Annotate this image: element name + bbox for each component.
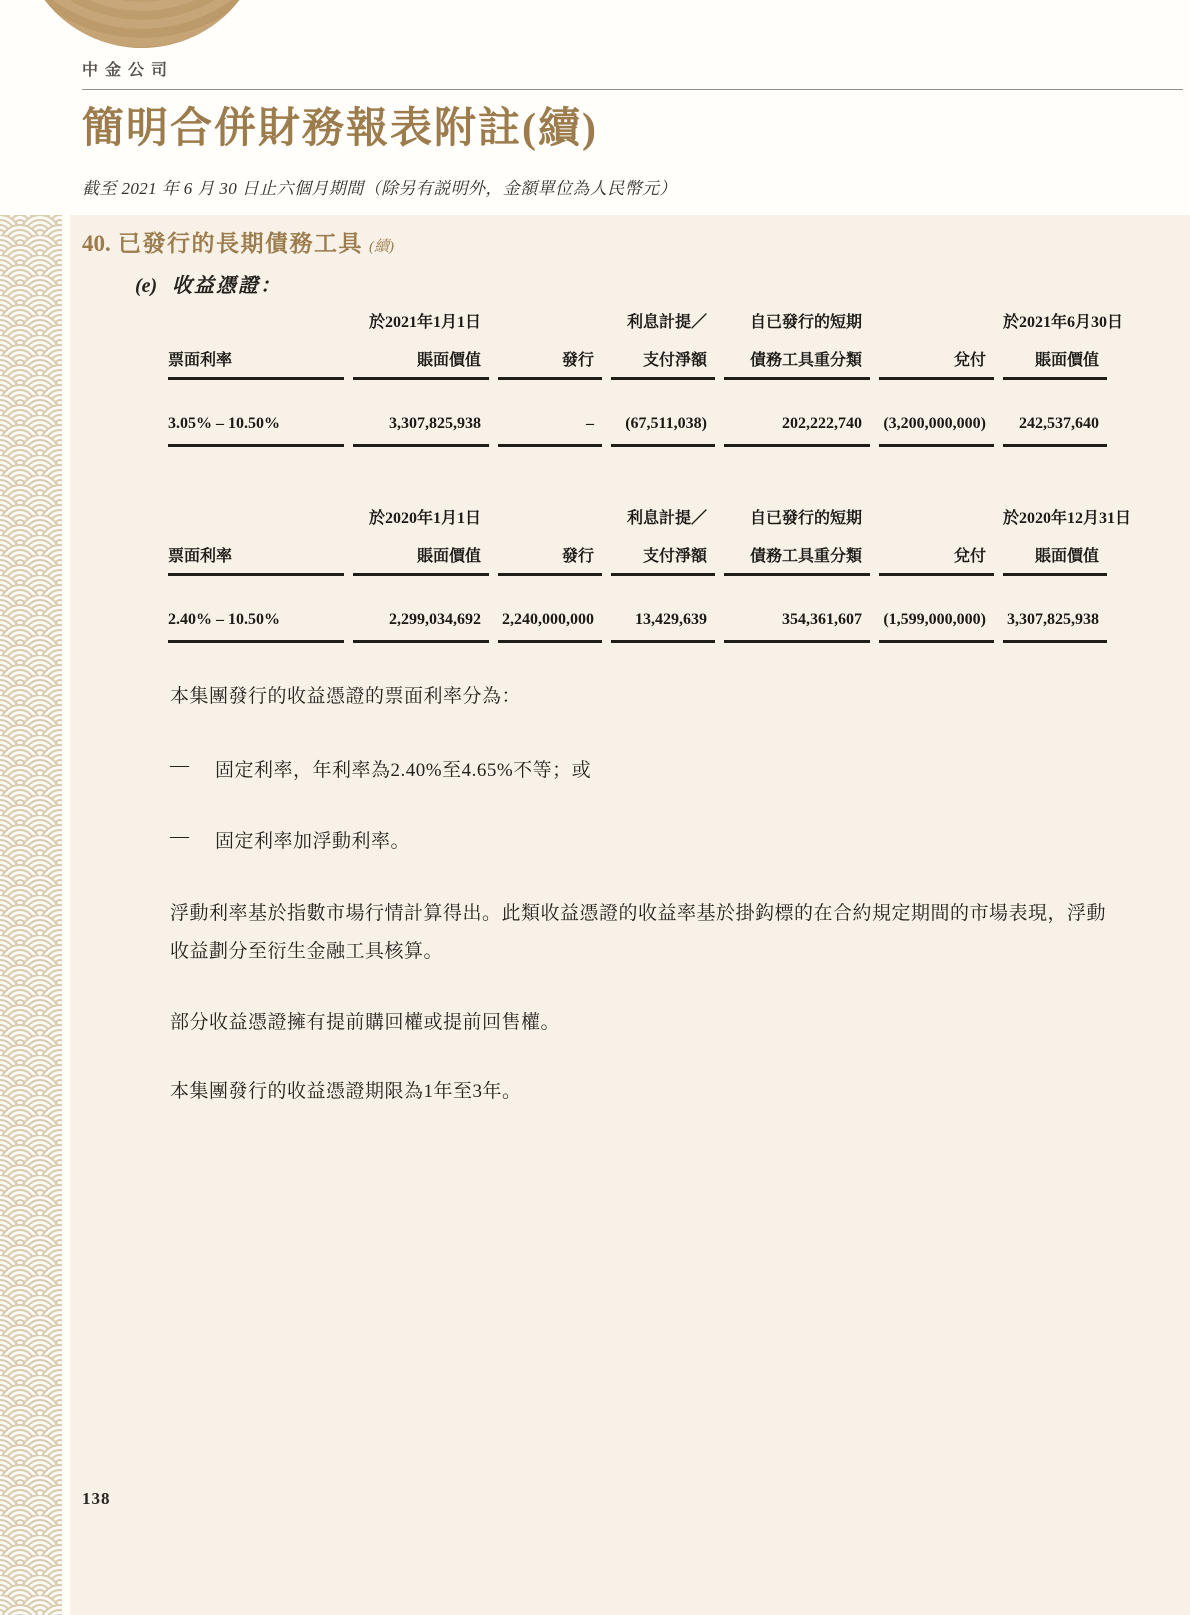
section-title: 已發行的長期債務工具 — [118, 231, 363, 256]
table-header-cell: 支付淨額 — [611, 533, 715, 576]
table-cell: (1,599,000,000) — [879, 576, 994, 643]
table-cell: 3,307,825,938 — [1003, 576, 1107, 643]
table-header-cell: 利息計提／ — [626, 510, 707, 527]
table-header-cell: 賬面價值 — [1003, 337, 1107, 380]
table-cell: 2,299,034,692 — [353, 576, 489, 643]
paragraph-line: 浮動利率基於指數市場行情計算得出。此類收益憑證的收益率基於掛鈎標的在合約規定期間的市場表現，浮動 — [170, 902, 1107, 924]
table-header-cell — [498, 297, 602, 337]
table-header-row — [168, 337, 1107, 380]
subsection-heading — [135, 269, 1190, 297]
table-header-cell: 兌付 — [879, 533, 994, 576]
table-header-cell: 賬面價值 — [1003, 533, 1107, 576]
table-header-cell: 於2020年12月31日 — [1003, 510, 1132, 527]
page-title: 簡明合併財務報表附註(續) — [82, 106, 598, 152]
table-header-cell: 於2021年1月1日 — [368, 314, 481, 331]
section-number: 40. — [82, 231, 111, 256]
table-header-cell: 自已發行的短期 — [749, 314, 862, 331]
paragraph-line: 收益劃分至衍生金融工具核算。 — [170, 940, 444, 962]
section-continued-label: (續) — [369, 239, 394, 255]
cicc-logo-icon — [19, 0, 265, 48]
table-header-cell: 於2020年1月1日 — [368, 510, 481, 527]
table-cell: 242,537,640 — [1003, 380, 1107, 447]
yield-certificates-table-2020 — [159, 493, 1132, 643]
bullet-text: 固定利率加浮動利率。 — [215, 830, 411, 852]
table-header-row — [168, 297, 1107, 337]
table-header-cell — [879, 297, 994, 337]
subsection-label: (e) — [135, 275, 158, 297]
table-cell: (67,511,038) — [611, 380, 715, 447]
company-name: 中金公司 — [82, 62, 175, 79]
table-header-cell: 發行 — [498, 337, 602, 380]
table-row — [168, 576, 1107, 643]
table-header-row — [168, 493, 1107, 533]
table-cell: 202,222,740 — [724, 380, 870, 447]
table-cell: 2.40% – 10.50% — [168, 576, 344, 643]
paragraph-coupon-intro: 本集團發行的收益憑證的票面利率分為： — [170, 686, 522, 707]
bullet-text: 固定利率，年利率為2.40%至4.65%不等；或 — [215, 759, 592, 781]
bullet-dash: — — [170, 825, 190, 847]
subsection-title: 收益憑證： — [172, 275, 282, 297]
bullet-dash: — — [170, 754, 190, 776]
table-header-cell: 自已發行的短期 — [749, 510, 862, 527]
table-header-cell: 賬面價值 — [353, 337, 489, 380]
yield-certificates-table-2021 — [159, 297, 1124, 447]
table-header-cell: 於2021年6月30日 — [1003, 314, 1124, 331]
page-subtitle: 截至 2021 年 6 月 30 日止六個月期間（除另有説明外，金額單位為人民幣元） — [82, 179, 677, 199]
content-panel — [70, 215, 1190, 1615]
table-header-cell: 賬面價值 — [353, 533, 489, 576]
table-header-cell: 發行 — [498, 533, 602, 576]
table-cell: (3,200,000,000) — [879, 380, 994, 447]
table-cell: 354,361,607 — [724, 576, 870, 643]
table-header-cell — [498, 493, 602, 533]
paragraph-maturity: 本集團發行的收益憑證期限為1年至3年。 — [170, 1081, 522, 1103]
page-number: 138 — [82, 1489, 111, 1508]
table-cell: 13,429,639 — [611, 576, 715, 643]
table-header-cell — [168, 297, 344, 337]
table-cell: 2,240,000,000 — [498, 576, 602, 643]
seigaiha-pattern-band — [0, 215, 62, 1615]
table-header-cell: 債務工具重分類 — [724, 533, 870, 576]
table-header-cell: 票面利率 — [168, 337, 344, 380]
paragraph-redemption: 部分收益憑證擁有提前購回權或提前回售權。 — [170, 1011, 561, 1033]
bullet-item-fixed-rate — [170, 755, 1190, 782]
table-cell: – — [498, 380, 602, 447]
table-header-cell: 債務工具重分類 — [724, 337, 870, 380]
table-cell: 3,307,825,938 — [353, 380, 489, 447]
paragraph-floating-rate — [170, 895, 1190, 971]
section-heading — [82, 225, 1190, 257]
table-header-cell: 票面利率 — [168, 533, 344, 576]
table-header-cell — [879, 493, 994, 533]
table-row — [168, 380, 1107, 447]
table-header-cell: 兌付 — [879, 337, 994, 380]
table-header-cell — [168, 493, 344, 533]
table-cell: 3.05% – 10.50% — [168, 380, 344, 447]
header-divider — [82, 89, 1183, 90]
bullet-item-fixed-plus-floating — [170, 826, 1190, 853]
table-header-row — [168, 533, 1107, 576]
table-header-cell: 支付淨額 — [611, 337, 715, 380]
table-header-cell: 利息計提／ — [626, 314, 707, 331]
